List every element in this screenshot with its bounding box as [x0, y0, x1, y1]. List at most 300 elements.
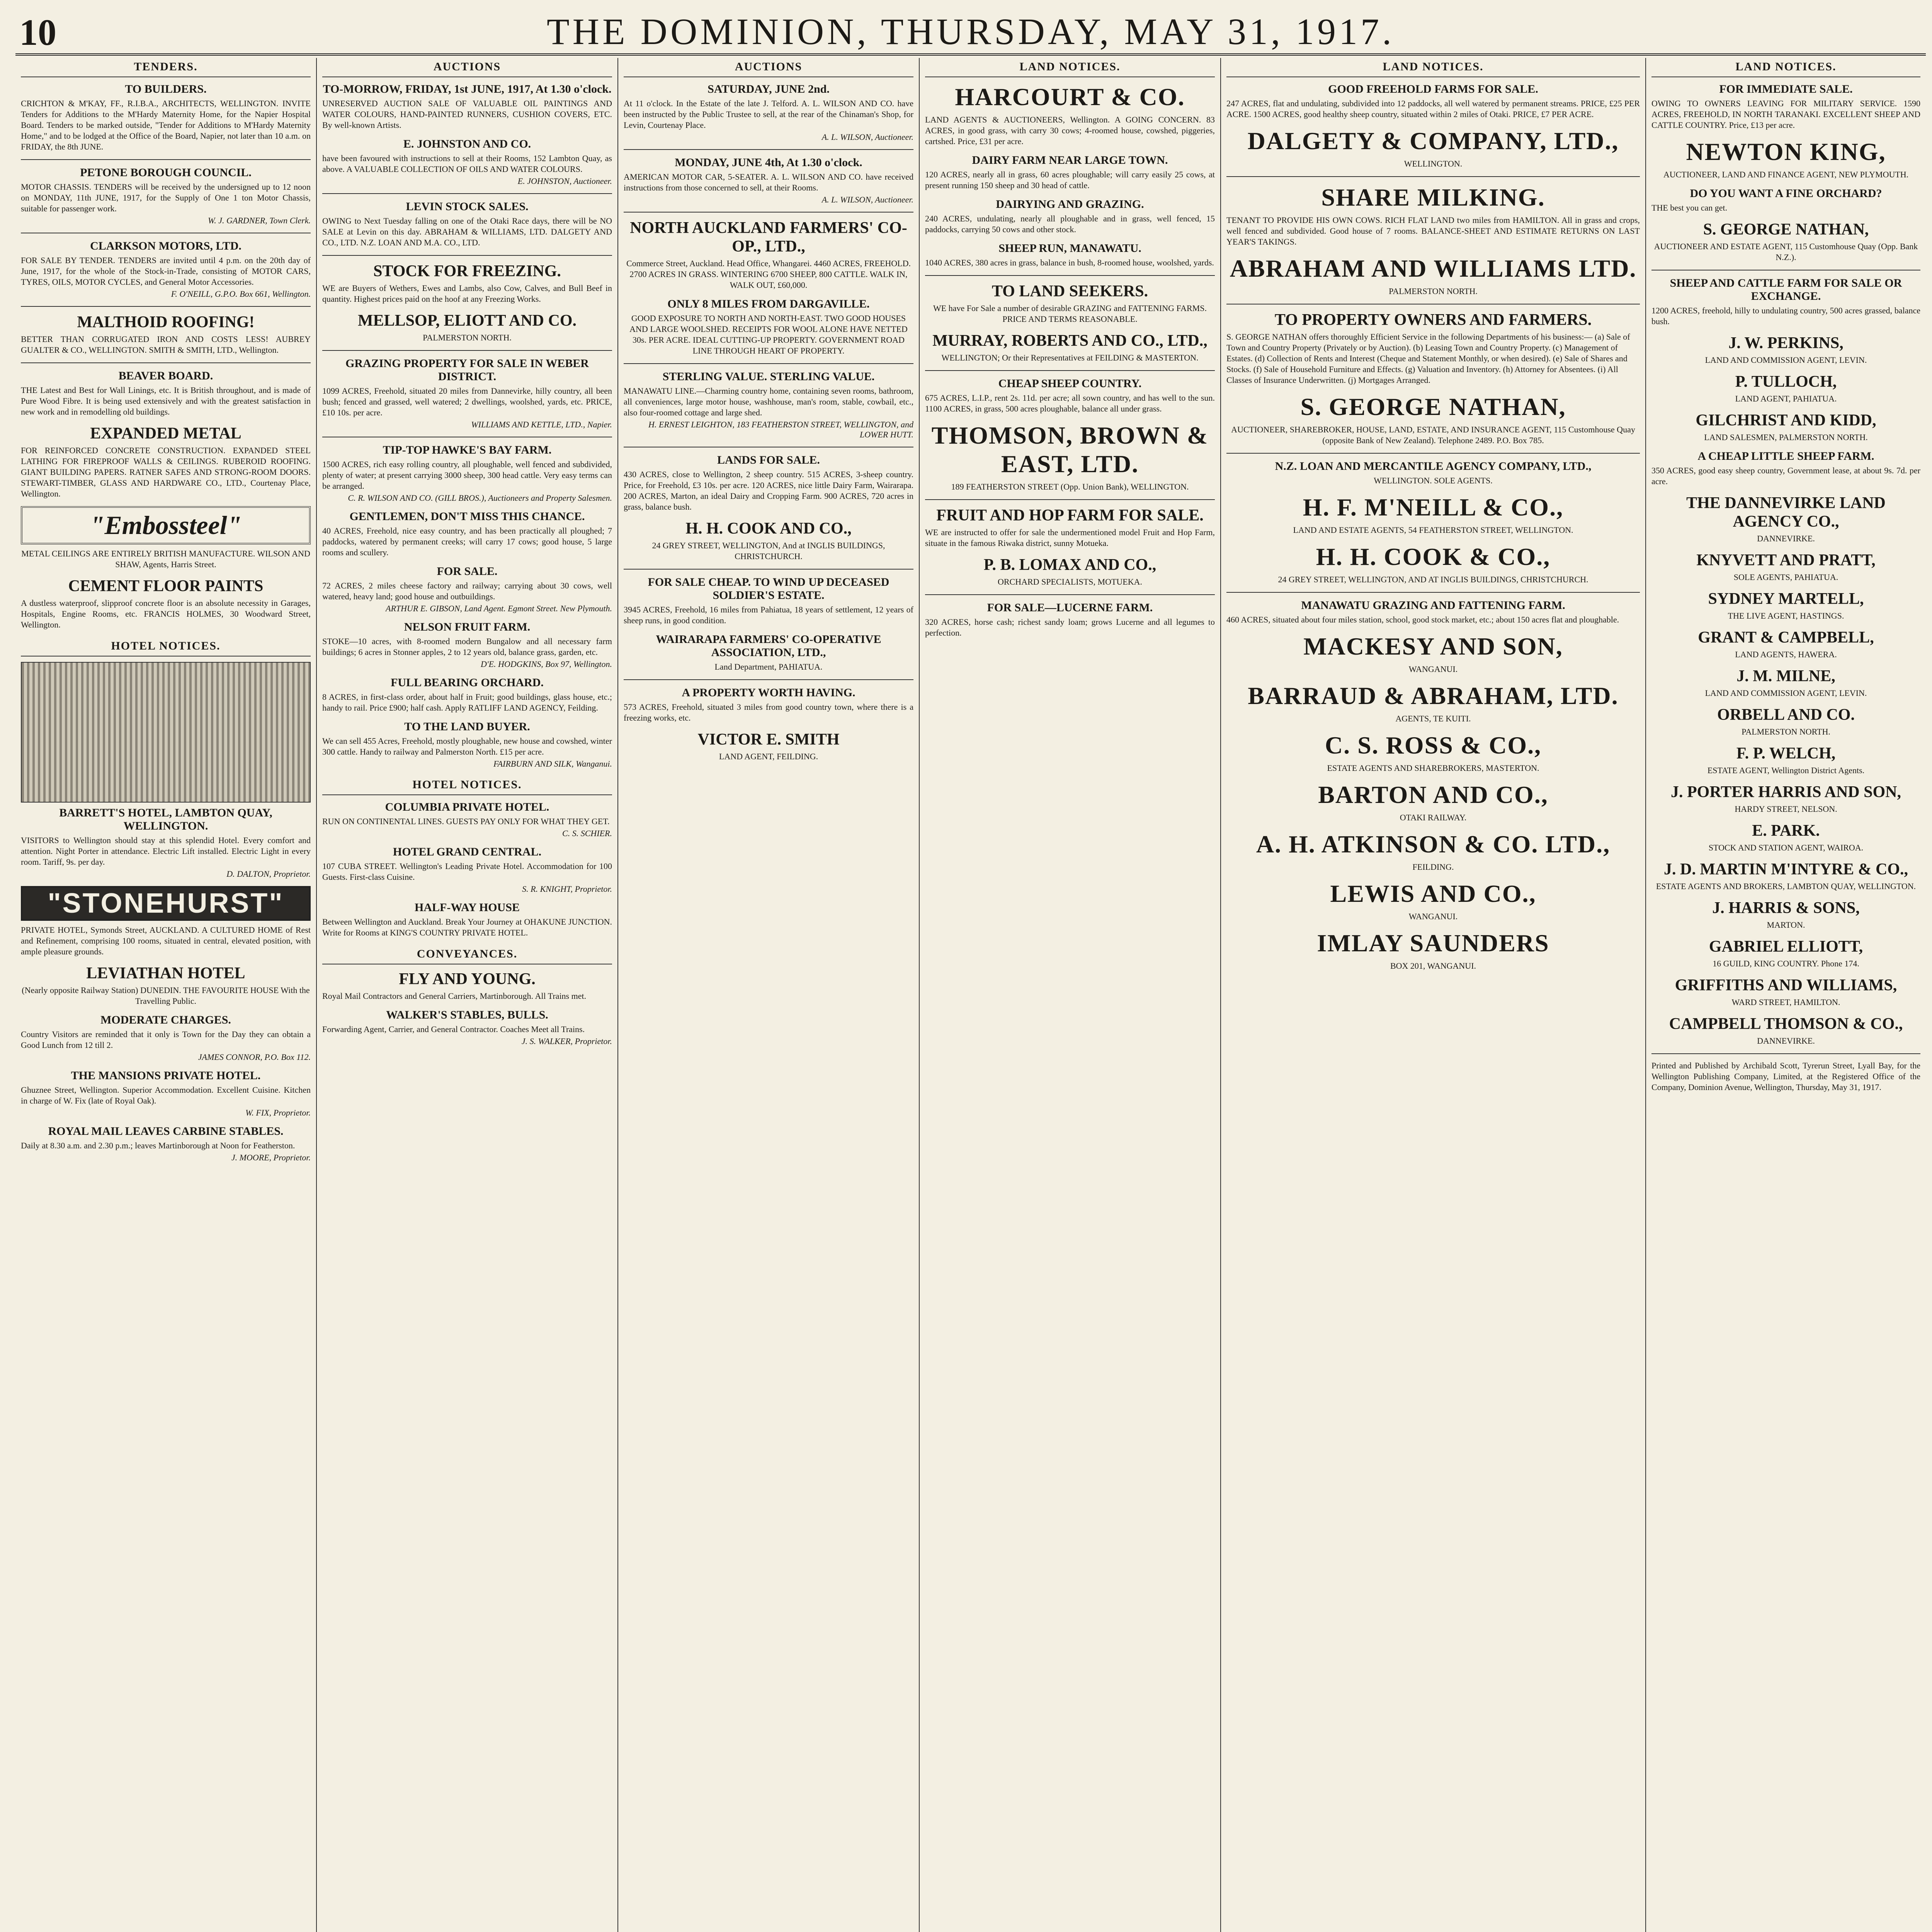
ad-title: BEAVER BOARD.	[118, 369, 213, 382]
ad-monday	[624, 156, 913, 205]
ad-builders	[21, 83, 311, 152]
ad-harcourt	[925, 83, 1215, 147]
masthead	[15, 7, 1926, 56]
ad-signature: J. MOORE, Proprietor.	[231, 1153, 311, 1162]
ad-text: DANNEVIRKE.	[1757, 1036, 1815, 1046]
ad-signature: W. J. GARDNER, Town Clerk.	[207, 216, 311, 225]
ad-text: LAND AGENTS & AUCTIONEERS, Wellington. A GOING CONCERN. 83 ACRES, in good grass, with carry 30 cows; 4-roomed house, cowshed, piggeries, cartshed. Price, £31 per acre.	[925, 115, 1215, 146]
ad-signature: S. R. KNIGHT, Proprietor.	[522, 884, 612, 894]
ad-text: UNRESERVED AUCTION SALE OF VALUABLE OIL PAINTINGS AND WATER COLOURS, HAND-PAINTED RUNNERS, CUSHION COVERS, ETC. By well-known Artists.	[322, 99, 612, 130]
divider	[624, 679, 913, 680]
ad-title: GILCHRIST AND KIDD,	[1696, 412, 1876, 429]
ad-embossteel	[21, 506, 311, 570]
ad-petone	[21, 166, 311, 226]
ad-text: 8 ACRES, in first-class order, about half in Fruit; good buildings, glass house, etc.; handy to rail. Price £900; half cash. Apply RATLIFF LAND AGENCY, Feilding.	[322, 692, 612, 713]
ad-text: DANNEVIRKE.	[1757, 534, 1815, 543]
ad-text: We can sell 455 Acres, Freehold, mostly ploughable, new house and cowshed, winter 300 cattle. Handy to railway and Palmerston North. £15 per acre.	[322, 736, 612, 757]
ad-text: ESTATE AGENTS AND BROKERS, LAMBTON QUAY, WELLINGTON.	[1656, 881, 1916, 891]
ad-atkinson	[1226, 830, 1640, 872]
ad-text: Forwarding Agent, Carrier, and General Contractor. Coaches Meet all Trains.	[322, 1024, 585, 1034]
ad-text: METAL CEILINGS ARE ENTIRELY BRITISH MANUFACTURE. WILSON AND SHAW, Agents, Harris Street.	[21, 549, 310, 569]
stonehurst-logo: "STONEHURST"	[21, 886, 311, 921]
ad-text: Country Visitors are reminded that it only is Town for the Day they can obtain a Good Lunch from 12 till 2.	[21, 1029, 311, 1050]
ad-text: WANGANUI.	[1408, 912, 1458, 921]
ad-text: FEILDING.	[1412, 862, 1454, 872]
ad-title: COLUMBIA PRIVATE HOTEL.	[385, 801, 549, 813]
ad-title: WAIRARAPA FARMERS' CO-OPERATIVE ASSOCIATION, LTD.,	[656, 633, 881, 659]
divider	[624, 569, 913, 570]
section-heading: CONVEYANCES.	[322, 945, 612, 964]
ad-text: 16 GUILD, KING COUNTRY. Phone 174.	[1713, 959, 1859, 968]
ad-text: Between Wellington and Auckland. Break Your Journey at OHAKUNE JUNCTION. Write for Rooms at KING'S COUNTRY PRIVATE HOTEL.	[322, 917, 612, 937]
ad-dairy-farm	[925, 154, 1215, 191]
ad-text: LAND AGENTS, HAWERA.	[1735, 650, 1837, 659]
ad-text: HARDY STREET, NELSON.	[1735, 804, 1837, 814]
ad-title: BARRAUD & ABRAHAM, LTD.	[1248, 682, 1619, 709]
ad-gabriel-elliott	[1651, 937, 1920, 969]
ad-title: THOMSON, BROWN & EAST, LTD.	[931, 422, 1209, 478]
column-6	[1646, 58, 1926, 1932]
ad-title: P. B. LOMAX AND CO.,	[983, 556, 1156, 574]
ad-text: At 11 o'clock. In the Estate of the late J. Telford. A. L. WILSON AND CO. have been instructed by the Public Trustee to sell, at the rear of the Chinaman's Shop, for Levin, Courtenay Place.	[624, 99, 913, 130]
ad-title: HALF-WAY HOUSE	[415, 901, 520, 914]
divider	[21, 362, 311, 363]
ad-land-buyer	[322, 720, 612, 769]
ad-imlay	[1226, 929, 1640, 971]
ad-text: SOLE AGENTS, PAHIATUA.	[1733, 572, 1838, 582]
ad-sterling	[624, 370, 913, 440]
column-1	[15, 58, 317, 1932]
ad-title: SHEEP RUN, MANAWATU.	[998, 242, 1141, 255]
ad-tulloch	[1651, 372, 1920, 404]
ad-title: J. PORTER HARRIS AND SON,	[1671, 783, 1901, 801]
ad-text: Daily at 8.30 a.m. and 2.30 p.m.; leaves Martinborough at Noon for Featherston.	[21, 1141, 295, 1150]
section-heading: HOTEL NOTICES.	[21, 637, 311, 656]
ad-mcintyre	[1651, 860, 1920, 892]
ad-text: 120 ACRES, nearly all in grass, 60 acres ploughable; will carry easily 25 cows, at present running 150 sheep and 30 head of cattle.	[925, 170, 1215, 190]
divider	[1226, 453, 1640, 454]
ad-s-george-nathan	[1226, 393, 1640, 446]
ad-text: THE LIVE AGENT, HASTINGS.	[1728, 611, 1844, 621]
ad-signature: D'E. HODGKINS, Box 97, Wellington.	[481, 659, 612, 669]
ad-title: NEWTON KING,	[1686, 138, 1886, 165]
divider	[1226, 176, 1640, 177]
ad-title: A CHEAP LITTLE SHEEP FARM.	[1697, 450, 1874, 463]
ad-text: LAND AND COMMISSION AGENT, LEVIN.	[1705, 688, 1867, 698]
ad-title: MALTHOID ROOFING!	[77, 313, 255, 331]
ad-text: BETTER THAN CORRUGATED IRON AND COSTS LESS! AUBREY GUALTER & CO., WELLINGTON. SMITH & SMITH, LTD., Wellington.	[21, 334, 311, 355]
section-heading: HOTEL NOTICES.	[322, 776, 612, 795]
ad-title: MODERATE CHARGES.	[100, 1014, 231, 1026]
ad-title: A PROPERTY WORTH HAVING.	[682, 686, 855, 699]
ad-stonehurst	[21, 886, 311, 957]
ad-text: MANAWATU LINE.—Charming country home, containing seven rooms, bathroom, all conveniences, large motor house, washhouse, man's room, stable, cowbail, etc., also four-roomed cottage and large shed.	[624, 386, 913, 417]
ad-text: MARTON.	[1767, 920, 1805, 930]
ad-text: WE have For Sale a number of desirable GRAZING and FATTENING FARMS. PRICE AND TERMS REASONABLE.	[933, 303, 1207, 324]
ad-saturday	[624, 83, 913, 142]
ad-title: TO LAND SEEKERS.	[992, 282, 1148, 300]
ad-title: GENTLEMEN, DON'T MISS THIS CHANCE.	[349, 510, 585, 523]
ad-text: 247 ACRES, flat and undulating, subdivided into 12 paddocks, all well watered by permanent streams. PRICE, £25 PER ACRE. 1500 ACRES, good healthy sheep country, situated within 2 miles of Otaki. PRICE, £7 PER ACRE.	[1226, 99, 1640, 119]
ad-text: VISITORS to Wellington should stay at this splendid Hotel. Every comfort and attention. Night Porter in attendance. Electric Lift installed. Electric Light in every room. Tariff, 9s. per day.	[21, 835, 311, 867]
ad-title: S. GEORGE NATHAN,	[1703, 221, 1869, 238]
ad-title: J. D. MARTIN M'INTYRE & CO.,	[1663, 861, 1908, 878]
ad-orchard	[322, 676, 612, 713]
ad-text: AMERICAN MOTOR CAR, 5-SEATER. A. L. WILSON AND CO. have received instructions from those concerned to sell, at their Rooms.	[624, 172, 913, 192]
ad-title: FULL BEARING ORCHARD.	[391, 676, 544, 689]
ad-text: Royal Mail Contractors and General Carriers, Martinborough. All Trains met.	[322, 991, 587, 1001]
divider	[322, 255, 612, 256]
divider	[624, 212, 913, 213]
ad-text: ORCHARD SPECIALISTS, MOTUEKA.	[997, 577, 1143, 587]
ad-title: EXPANDED METAL	[90, 425, 242, 442]
ad-text: 240 ACRES, undulating, nearly all ploughable and in grass, well fenced, 15 paddocks, carrying 50 cows and other stock.	[925, 214, 1215, 234]
ad-text: 107 CUBA STREET. Wellington's Leading Private Hotel. Accommodation for 100 Guests. First-class Cuisine.	[322, 861, 612, 882]
ad-text: 72 ACRES, 2 miles cheese factory and railway; carrying about 30 cows, well watered, heavy land; good house and outbuildings.	[322, 581, 612, 601]
ad-text: FOR SALE BY TENDER. TENDERS are invited until 4 p.m. on the 20th day of June, 1917, for the whole of the Stock-in-Trade, consisting of MOTOR CARS, TYRES, OILS, MOTOR CYCLES, and General Motor Accessories.	[21, 255, 311, 287]
ad-nelson-fruit	[322, 621, 612, 669]
ad-text: OWING to Next Tuesday falling on one of the Otaki Race days, there will be NO SALE at Levin on this day. ABRAHAM & WILLIAMS, LTD. DALGETY AND CO., LTD. N.Z. LOAN AND M.A. CO., LTD.	[322, 216, 612, 247]
ad-text: OTAKI RAILWAY.	[1400, 813, 1467, 822]
ad-cheap-sheep	[925, 377, 1215, 414]
ad-text: THE Latest and Best for Wall Linings, etc. It is British throughout, and is made of Pure Wood Fibre. It is being used extensively and with the greatest satisfaction in new work and in remodelling old buildings.	[21, 385, 311, 417]
ad-title: CAMPBELL THOMSON & CO.,	[1669, 1015, 1903, 1033]
ad-orbell	[1651, 706, 1920, 737]
ad-text: FOR REINFORCED CONCRETE CONSTRUCTION. EXPANDED STEEL LATHING FOR FIREPROOF WALLS & CEILINGS. RUBEROID ROOFING. GIANT BUILDING PAPERS. RATNER SAFES AND STRONG-ROOM DOORS. STEWART-TIMBER, GLASS AND HARDWARE CO., LTD., Courtenay Place, Wellington.	[21, 446, 311, 498]
hotel-illustration	[21, 662, 311, 803]
ad-title: SYDNEY MARTELL,	[1708, 590, 1864, 608]
ad-title: STOCK FOR FREEZING.	[373, 262, 561, 280]
ad-text: BOX 201, WANGANUI.	[1390, 961, 1476, 971]
ad-freehold-farms	[1226, 83, 1640, 120]
ad-text: AUCTIONEER, SHAREBROKER, HOUSE, LAND, ESTATE, AND INSURANCE AGENT, 115 Customhouse Quay (opposite Bank of New Zealand). Telephone 2489. P.O. Box 785.	[1231, 425, 1635, 445]
ad-signature: J. S. WALKER, Proprietor.	[521, 1036, 612, 1046]
ad-for-sale-72	[322, 565, 612, 614]
ad-text: 1040 ACRES, 380 acres in grass, balance in bush, 8-roomed house, woolshed, yards.	[925, 258, 1214, 267]
ad-title: J. HARRIS & SONS,	[1712, 899, 1860, 917]
ad-text: OWING TO OWNERS LEAVING FOR MILITARY SERVICE. 1590 ACRES, FREEHOLD, IN NORTH TARANAKI. EXCELLENT SHEEP AND CATTLE COUNTRY. Price, £13 per acre.	[1651, 99, 1920, 130]
ad-text: 1200 ACRES, freehold, hilly to undulating country, 500 acres grassed, balance bush.	[1651, 306, 1920, 326]
ad-text: STOCK AND STATION AGENT, WAIROA.	[1708, 843, 1864, 852]
ad-columbia	[322, 801, 612, 838]
ad-title: N.Z. LOAN AND MERCANTILE AGENCY COMPANY, LTD.,	[1275, 460, 1592, 473]
ad-text: 573 ACRES, Freehold, situated 3 miles from good country town, where there is a freezing works, etc.	[624, 702, 913, 723]
ad-lewis	[1226, 879, 1640, 922]
divider	[925, 275, 1215, 276]
ad-title: KNYVETT AND PRATT,	[1696, 551, 1876, 569]
ad-text: 320 ACRES, horse cash; richest sandy loam; grows Lucerne and all legumes to perfection.	[925, 617, 1215, 638]
divider	[21, 306, 311, 307]
ad-newton-king	[1651, 138, 1920, 180]
ad-title: LEWIS AND CO.,	[1330, 880, 1536, 907]
ad-hh-cook-2	[1226, 543, 1640, 585]
ad-text: LAND AGENT, PAHIATUA.	[1735, 394, 1837, 403]
ad-title: SHARE MILKING.	[1321, 184, 1545, 211]
ad-text: LAND AND ESTATE AGENTS, 54 FEATHERSTON STREET, WELLINGTON.	[1293, 525, 1573, 535]
ad-immediate-sale	[1651, 83, 1920, 131]
column-heading: LAND NOTICES.	[1226, 58, 1640, 77]
divider	[21, 159, 311, 160]
ad-half-way	[322, 901, 612, 938]
ad-title: FOR IMMEDIATE SALE.	[1719, 83, 1853, 95]
ad-barton	[1226, 781, 1640, 823]
divider	[624, 149, 913, 150]
ad-title: SATURDAY, JUNE 2nd.	[707, 83, 830, 95]
ad-campbell-thomson	[1651, 1015, 1920, 1046]
ad-mellsop	[322, 311, 612, 343]
ad-porter-harris	[1651, 783, 1920, 815]
ad-title: PETONE BOROUGH COUNCIL.	[80, 166, 252, 179]
ad-title: GOOD FREEHOLD FARMS FOR SALE.	[1328, 83, 1538, 95]
ad-text: PRIVATE HOTEL, Symonds Street, AUCKLAND. A CULTURED HOME of Rest and Refinement, comprising 100 rooms, situated in central, elevated position, with ample pleasure grounds.	[21, 925, 311, 956]
ad-property-worth	[624, 686, 913, 723]
ad-auction-tomorrow	[322, 83, 612, 131]
ad-text: WE are instructed to offer for sale the undermentioned model Fruit and Hop Farm, situate in the famous Riwaka district, sunny Motueka.	[925, 527, 1215, 548]
ad-signature: FAIRBURN AND SILK, Wanganui.	[493, 759, 612, 769]
ad-signature: F. O'NEILL, G.P.O. Box 661, Wellington.	[171, 289, 311, 299]
ad-sydney-martell	[1651, 590, 1920, 621]
ad-title: GRAZING PROPERTY FOR SALE IN WEBER DISTRICT.	[345, 357, 589, 383]
divider	[925, 370, 1215, 371]
ad-title: MANAWATU GRAZING AND FATTENING FARM.	[1301, 599, 1565, 612]
ad-title: DAIRYING AND GRAZING.	[996, 198, 1144, 211]
ad-title: H. H. COOK AND CO.,	[685, 520, 852, 537]
ad-cheap-little-sheep	[1651, 450, 1920, 487]
ad-text: RUN ON CONTINENTAL LINES. GUESTS PAY ONLY FOR WHAT THEY GET.	[322, 816, 610, 826]
ad-text: AUCTIONEER AND ESTATE AGENT, 115 Customhouse Quay (Opp. Bank N.Z.).	[1654, 242, 1918, 262]
ad-title: E. PARK.	[1752, 822, 1820, 840]
ad-title: FOR SALE—LUCERNE FARM.	[987, 601, 1153, 614]
ad-text: AUCTIONEER, LAND AND FINANCE AGENT, NEW PLYMOUTH.	[1663, 170, 1909, 179]
ad-title: BARRETT'S HOTEL, LAMBTON QUAY, WELLINGTON.	[59, 806, 272, 832]
ad-text: WARD STREET, HAMILTON.	[1731, 997, 1840, 1007]
ad-text: GOOD EXPOSURE TO NORTH AND NORTH-EAST. TWO GOOD HOUSES AND LARGE WOOLSHED. RECEIPTS FOR WOOL ALONE HAVE NETTED 30s. PER ACRE. IDEAL CUTTING-UP PROPERTY. GOVERNMENT ROAD LINE THROUGH HEART OF PROPERTY.	[629, 313, 908, 355]
ad-nathan-2	[1651, 220, 1920, 263]
divider	[1226, 592, 1640, 593]
ad-text: have been favoured with instructions to sell at their Rooms, 152 Lambton Quay, as above. A VALUABLE COLLECTION OF OILS AND WATER COLOURS.	[322, 153, 612, 174]
page-number: 10	[19, 12, 56, 53]
ad-title: HARCOURT & CO.	[955, 83, 1185, 111]
ad-title: TO-MORROW, FRIDAY, 1st JUNE, 1917, At 1.30 o'clock.	[323, 83, 612, 95]
ad-text: 1500 ACRES, rich easy rolling country, all ploughable, well fenced and subdivided, plenty of water; at present carrying 3000 sheep, 300 head cattle. Very easy terms can be arranged.	[322, 459, 612, 491]
ad-title: WALKER'S STABLES, BULLS.	[386, 1009, 548, 1021]
ad-text: PALMERSTON NORTH.	[423, 333, 512, 342]
ad-land-seekers	[925, 282, 1215, 325]
ad-sheep-cattle	[1651, 277, 1920, 327]
ad-royal-mail	[21, 1125, 311, 1163]
ad-levin-stock	[322, 200, 612, 248]
ad-murray-roberts	[925, 332, 1215, 363]
ad-text: LAND AGENT, FEILDING.	[719, 752, 818, 761]
ad-text: LAND SALESMEN, PALMERSTON NORTH.	[1704, 432, 1868, 442]
ad-text: 3945 ACRES, Freehold, 16 miles from Pahiatua, 18 years of settlement, 12 years of sheep runs, in good condition.	[624, 605, 913, 625]
ad-beaver-board	[21, 369, 311, 417]
ad-grand-central	[322, 845, 612, 894]
column-heading: TENDERS.	[21, 58, 311, 77]
ad-fly-young	[322, 970, 612, 1002]
ad-lands-for-sale	[624, 454, 913, 512]
ad-title: TO PROPERTY OWNERS AND FARMERS.	[1274, 311, 1592, 329]
ad-milne	[1651, 667, 1920, 699]
ad-signature: A. L. WILSON, Auctioneer.	[821, 132, 913, 142]
divider	[925, 594, 1215, 595]
ad-title: NELSON FRUIT FARM.	[404, 621, 531, 633]
ad-text: 350 ACRES, good easy sheep country, Government lease, at about 9s. 7d. per acre.	[1651, 466, 1920, 486]
ad-text: AGENTS, TE KUITI.	[1395, 714, 1471, 723]
ad-fruit-hop	[925, 506, 1215, 549]
ad-dargaville	[624, 298, 913, 356]
ad-stock-freezing	[322, 262, 612, 304]
ad-victor-smith	[624, 730, 913, 762]
column-heading: LAND NOTICES.	[1651, 58, 1920, 77]
ad-title: J. M. MILNE,	[1736, 667, 1835, 685]
ad-title: LEVIN STOCK SALES.	[406, 200, 529, 213]
ad-title: FOR SALE.	[437, 565, 498, 578]
column-2	[317, 58, 618, 1932]
ad-share-milking	[1226, 183, 1640, 247]
ad-fine-orchard	[1651, 187, 1920, 213]
ad-title: ONLY 8 MILES FROM DARGAVILLE.	[667, 298, 870, 310]
ad-griffiths	[1651, 976, 1920, 1008]
ad-signature: ARTHUR E. GIBSON, Land Agent. Egmont Street. New Plymouth.	[386, 604, 612, 613]
column-heading: LAND NOTICES.	[925, 58, 1215, 77]
ad-text: ESTATE AGENT, Wellington District Agents.	[1707, 765, 1865, 775]
ad-text: WELLINGTON. SOLE AGENTS.	[1374, 476, 1493, 485]
ad-dairying-grazing	[925, 198, 1215, 235]
ad-dalgety	[1226, 127, 1640, 169]
ad-text: Commerce Street, Auckland. Head Office, Whangarei. 4460 ACRES, FREEHOLD. 2700 ACRES IN GRASS. WINTERING 6700 SHEEP, 800 CATTLE. WALK IN, WALK OUT, £60,000.	[626, 259, 911, 290]
ad-signature: W. FIX, Proprietor.	[245, 1108, 311, 1117]
ad-hh-cook	[624, 519, 913, 562]
ad-text: ESTATE AGENTS AND SHAREBROKERS, MASTERTON.	[1327, 763, 1539, 773]
ad-title: CHEAP SHEEP COUNTRY.	[998, 377, 1142, 390]
ad-gentlemen	[322, 510, 612, 558]
printer-imprint: Printed and Published by Archibald Scott, Tyrerun Street, Lyall Bay, for the Wellington Publishing Company, Limited, at the Registered Office of the Company, Dominion Avenue, Wellington, Thursday, May 31, 1917.	[1651, 1061, 1920, 1092]
ad-title: SHEEP AND CATTLE FARM FOR SALE OR EXCHANGE.	[1670, 277, 1902, 303]
ad-title: GABRIEL ELLIOTT,	[1709, 938, 1863, 956]
ad-text: (Nearly opposite Railway Station) DUNEDIN. THE FAVOURITE HOUSE With the Travelling Public.	[22, 985, 310, 1006]
ad-signature: WILLIAMS AND KETTLE, LTD., Napier.	[471, 420, 612, 429]
ad-title: DAIRY FARM NEAR LARGE TOWN.	[972, 154, 1168, 167]
column-3	[618, 58, 920, 1932]
ad-manawatu-grazing	[1226, 599, 1640, 625]
ad-title: IMLAY SAUNDERS	[1317, 929, 1549, 957]
ad-lucerne	[925, 601, 1215, 638]
ad-wairarapa-farmers	[624, 633, 913, 672]
ad-title: GRANT & CAMPBELL,	[1698, 629, 1874, 646]
ad-mackesy	[1226, 632, 1640, 675]
ad-signature: A. L. WILSON, Auctioneer.	[821, 195, 913, 204]
ad-text: WANGANUI.	[1408, 664, 1458, 674]
ad-abraham-williams	[1226, 254, 1640, 297]
ad-nz-loan	[1226, 460, 1640, 486]
ad-text: PALMERSTON NORTH.	[1389, 286, 1478, 296]
ad-title: H. H. COOK & CO.,	[1316, 543, 1551, 570]
ad-signature: C. R. WILSON AND CO. (GILL BROS.), Auctioneers and Property Salesmen.	[348, 493, 612, 503]
ad-text: THE best you can get.	[1651, 203, 1728, 213]
ad-title: MONDAY, JUNE 4th, At 1.30 o'clock.	[675, 156, 862, 169]
ad-thomson-brown	[925, 421, 1215, 492]
ad-leviathan	[21, 964, 311, 1007]
ad-barretts-hotel	[21, 806, 311, 879]
ad-text: 430 ACRES, close to Wellington, 2 sheep country. 515 ACRES, 3-sheep country. Price, for Freehold, £3 10s. per acre. 120 ACRES, nice little Dairy Farm, Wairarapa. 200 ACRES, Marton, an ideal Dairy and Cropping Farm. 900 ACRES, 720 acres in grass, balance bush.	[624, 469, 913, 512]
column-heading: AUCTIONS	[322, 58, 612, 77]
ad-text: Ghuznee Street, Wellington. Superior Accommodation. Excellent Cuisine. Kitchen in charge of W. Fix (late of Royal Oak).	[21, 1085, 311, 1105]
ad-north-auckland	[624, 219, 913, 291]
ad-welch	[1651, 744, 1920, 776]
ad-mansions	[21, 1069, 311, 1118]
ad-title: GRIFFITHS AND WILLIAMS,	[1675, 976, 1897, 994]
ad-title: J. W. PERKINS,	[1728, 334, 1844, 352]
ad-property-owners	[1226, 311, 1640, 386]
column-5	[1221, 58, 1646, 1932]
ad-title: LEVIATHAN HOTEL	[86, 964, 245, 982]
ad-grant-campbell	[1651, 628, 1920, 660]
ad-title: NORTH AUCKLAND FARMERS' CO-OP., LTD.,	[630, 219, 907, 255]
column-4	[920, 58, 1221, 1932]
ad-clarkson	[21, 240, 311, 299]
embossteel-logo: "Embossteel"	[21, 506, 311, 544]
ad-title: ABRAHAM AND WILLIAMS LTD.	[1230, 255, 1637, 282]
ad-text: PALMERSTON NORTH.	[1742, 727, 1830, 736]
ad-signature: H. ERNEST LEIGHTON, 183 FEATHERSTON STREET, WELLINGTON, and LOWER HUTT.	[648, 420, 913, 439]
divider	[322, 350, 612, 351]
ad-title: ORBELL AND CO.	[1717, 706, 1855, 724]
ad-text: CRICHTON & M'KAY, FF., R.I.B.A., ARCHITECTS, WELLINGTON. INVITE Tenders for Additions to the M'Hardy Maternity Home, for the Napier Hospital Board. Tenders to be marked outside, "Tender for Additions to M'Hardy Maternity Home," and to be lodged at the Office of the Board, Napier, not later than 10 a.m. on FRIDAY, the 8th JUNE.	[21, 99, 311, 151]
divider	[925, 499, 1215, 500]
ad-title: BARTON AND CO.,	[1318, 781, 1548, 808]
column-heading: AUCTIONS	[624, 58, 913, 77]
ad-barraud	[1226, 682, 1640, 724]
ad-text: STOKE—10 acres, with 8-roomed modern Bungalow and all necessary farm buildings; 6 acres in Stonner apples, 2 to 12 years old, balance grass, garden, etc.	[322, 636, 612, 657]
ad-title: S. GEORGE NATHAN,	[1300, 393, 1566, 420]
ad-gilchrist	[1651, 411, 1920, 443]
ad-text: TENANT TO PROVIDE HIS OWN COWS. RICH FLAT LAND two miles from HAMILTON. All in grass and crops, well fenced and subdivided. Good house of 7 rooms. BALANCE-SHEET AND ESTIMATE RETURNS ON LAST YEAR'S TAKINGS.	[1226, 215, 1640, 247]
masthead-title: THE DOMINION, THURSDAY, MAY 31, 1917.	[547, 11, 1395, 52]
ad-text: WELLINGTON.	[1404, 159, 1463, 168]
ad-expanded-metal	[21, 424, 311, 499]
divider	[1651, 1053, 1920, 1054]
ad-malthoid	[21, 313, 311, 355]
ad-title: A. H. ATKINSON & CO. LTD.,	[1256, 830, 1611, 858]
ad-cement-floor	[21, 577, 311, 630]
ad-dannevirke-land	[1651, 494, 1920, 544]
ad-title: TO THE LAND BUYER.	[404, 720, 530, 733]
ad-text: A dustless waterproof, slipproof concrete floor is an absolute necessity in Garages, Hospitals, Engine Rooms, etc. FRANCIS HOLMES, 30 Woodward Street, Wellington.	[21, 598, 311, 629]
ad-signature: C. S. SCHIER.	[562, 828, 612, 838]
divider	[322, 193, 612, 194]
ad-title: VICTOR E. SMITH	[697, 731, 840, 748]
ad-signature: JAMES CONNOR, P.O. Box 112.	[198, 1052, 311, 1062]
ad-mcneill	[1226, 493, 1640, 536]
ad-title: TO BUILDERS.	[125, 83, 207, 95]
ad-title: ROYAL MAIL LEAVES CARBINE STABLES.	[48, 1125, 284, 1138]
ad-hawkes-bay	[322, 444, 612, 503]
ad-title: FOR SALE CHEAP. TO WIND UP DECEASED SOLDIER'S ESTATE.	[648, 576, 889, 602]
ad-text: MOTOR CHASSIS. TENDERS will be received by the undersigned up to 12 noon on MONDAY, 11th JUNE, 1917, for the Supply of One 1 ton Motor Chassis, suitable for passenger work.	[21, 182, 311, 213]
ad-walkers	[322, 1009, 612, 1046]
ad-title: CEMENT FLOOR PAINTS	[68, 577, 264, 595]
ad-title: FRUIT AND HOP FARM FOR SALE.	[936, 507, 1204, 524]
ad-title: MACKESY AND SON,	[1303, 633, 1563, 660]
ad-signature: D. DALTON, Proprietor.	[226, 869, 311, 879]
ad-text: 24 GREY STREET, WELLINGTON, And at INGLIS BUILDINGS, CHRISTCHURCH.	[652, 541, 885, 561]
ad-soldier-estate	[624, 576, 913, 626]
ad-text: 675 ACRES, L.I.P., rent 2s. 11d. per acre; all sown country, and has well to the sun. 1100 ACRES, in grass, 500 acres ploughable, balance all under grass.	[925, 393, 1215, 413]
ad-lomax	[925, 556, 1215, 587]
ad-title: MURRAY, ROBERTS AND CO., LTD.,	[932, 332, 1208, 350]
ad-weber-grazing	[322, 357, 612, 430]
